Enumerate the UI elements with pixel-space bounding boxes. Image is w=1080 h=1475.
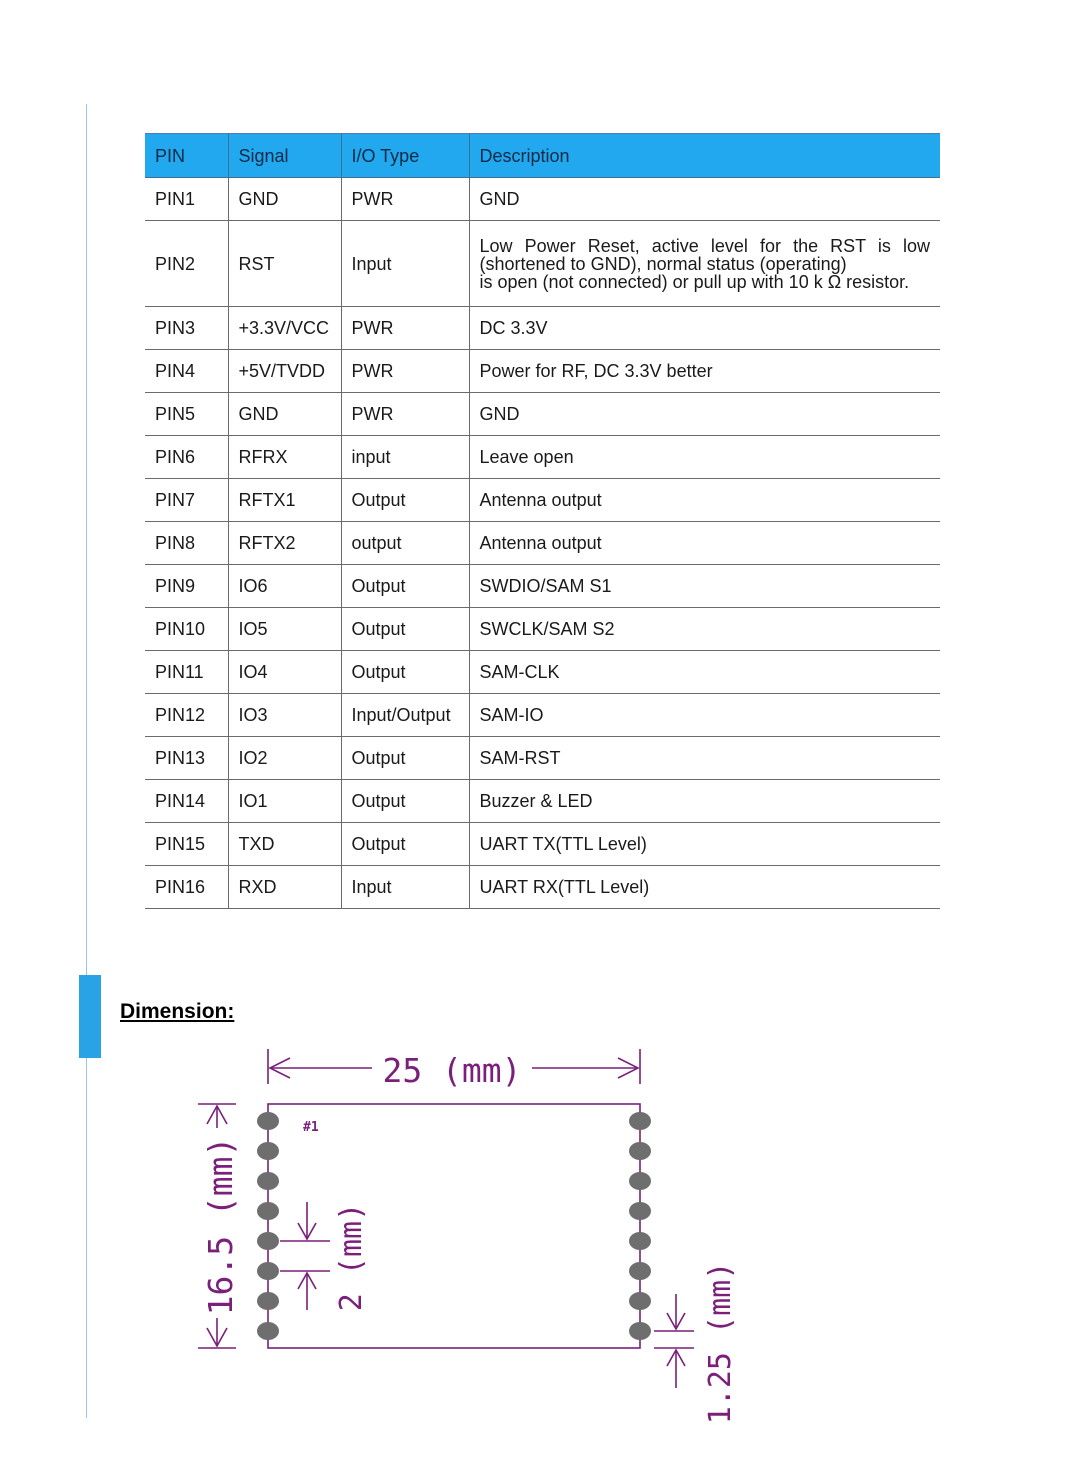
module-outline: [268, 1104, 640, 1348]
pin-cell: PIN6: [145, 436, 228, 479]
castellated-pad: [629, 1202, 651, 1220]
description-cell: Leave open: [469, 436, 940, 479]
signal-cell: +5V/TVDD: [228, 350, 341, 393]
pin-cell: PIN14: [145, 780, 228, 823]
description-cell: SWDIO/SAM S1: [469, 565, 940, 608]
signal-cell: +3.3V/VCC: [228, 307, 341, 350]
signal-cell: RFRX: [228, 436, 341, 479]
description-cell: Power for RF, DC 3.3V better: [469, 350, 940, 393]
description-cell: SAM-RST: [469, 737, 940, 780]
io-type-cell: input: [341, 436, 469, 479]
description-line: (shortened to GND), normal status (operating): [479, 253, 847, 274]
io-type-cell: Output: [341, 651, 469, 694]
io-type-cell: Input: [341, 221, 469, 307]
description-line: Low Power Reset, active level for the RST is low: [479, 235, 930, 256]
io-type-cell: Output: [341, 823, 469, 866]
castellated-pad: [257, 1112, 279, 1130]
description-cell: DC 3.3V: [469, 307, 940, 350]
description-cell: Antenna output: [469, 522, 940, 565]
castellated-pad: [257, 1322, 279, 1340]
description-cell: UART RX(TTL Level): [469, 866, 940, 909]
signal-cell: IO4: [228, 651, 341, 694]
castellated-pad: [257, 1202, 279, 1220]
signal-cell: GND: [228, 393, 341, 436]
castellated-pad: [629, 1262, 651, 1280]
pin-cell: PIN7: [145, 479, 228, 522]
pin-cell: PIN11: [145, 651, 228, 694]
signal-cell: RST: [228, 221, 341, 307]
pin-cell: PIN1: [145, 178, 228, 221]
pin-cell: PIN3: [145, 307, 228, 350]
header-io-type: I/O Type: [341, 134, 469, 178]
signal-cell: GND: [228, 178, 341, 221]
signal-cell: IO1: [228, 780, 341, 823]
castellated-pad: [629, 1292, 651, 1310]
description-cell: GND: [469, 393, 940, 436]
description-cell: Buzzer & LED: [469, 780, 940, 823]
pin1-marker: #1: [303, 1120, 319, 1135]
io-type-cell: PWR: [341, 307, 469, 350]
io-type-cell: PWR: [341, 393, 469, 436]
width-dimension-label: 25 (mm): [382, 1051, 522, 1090]
description-cell: SAM-IO: [469, 694, 940, 737]
castellated-pad: [257, 1292, 279, 1310]
castellated-pad: [629, 1232, 651, 1250]
castellated-pad: [257, 1172, 279, 1190]
castellated-pad: [257, 1232, 279, 1250]
io-type-cell: Input: [341, 866, 469, 909]
io-type-cell: output: [341, 522, 469, 565]
io-type-cell: Output: [341, 780, 469, 823]
signal-cell: IO3: [228, 694, 341, 737]
pin-cell: PIN8: [145, 522, 228, 565]
castellated-pad: [629, 1172, 651, 1190]
io-type-cell: Output: [341, 608, 469, 651]
signal-cell: IO5: [228, 608, 341, 651]
signal-cell: IO6: [228, 565, 341, 608]
io-type-cell: Output: [341, 737, 469, 780]
pin-cell: PIN10: [145, 608, 228, 651]
io-type-cell: Output: [341, 565, 469, 608]
pin-cell: PIN15: [145, 823, 228, 866]
description-line: is open (not connected) or pull up with 10 k Ω resistor.: [479, 271, 910, 292]
height-dimension-label: 16.5 (mm): [201, 1136, 240, 1316]
description-cell: SAM-CLK: [469, 651, 940, 694]
pin-cell: PIN12: [145, 694, 228, 737]
offset-dimension-label: 1.25 (mm): [703, 1261, 738, 1425]
castellated-pad: [257, 1262, 279, 1280]
pin-cell: PIN2: [145, 221, 228, 307]
pin-cell: PIN9: [145, 565, 228, 608]
io-type-cell: PWR: [341, 178, 469, 221]
castellated-pad: [629, 1142, 651, 1160]
signal-cell: TXD: [228, 823, 341, 866]
header-pin: PIN: [145, 134, 228, 178]
pin-cell: PIN13: [145, 737, 228, 780]
castellated-pad: [629, 1112, 651, 1130]
description-cell: SWCLK/SAM S2: [469, 608, 940, 651]
pin-cell: PIN4: [145, 350, 228, 393]
castellated-pad: [629, 1322, 651, 1340]
header-description: Description: [469, 134, 940, 178]
pin-cell: PIN5: [145, 393, 228, 436]
signal-cell: IO2: [228, 737, 341, 780]
castellated-pad: [257, 1142, 279, 1160]
io-type-cell: Output: [341, 479, 469, 522]
io-type-cell: Input/Output: [341, 694, 469, 737]
io-type-cell: PWR: [341, 350, 469, 393]
header-signal: Signal: [228, 134, 341, 178]
signal-cell: RFTX2: [228, 522, 341, 565]
pitch-dimension-label: 2 (mm): [334, 1202, 369, 1312]
description-cell: Antenna output: [469, 479, 940, 522]
description-cell: UART TX(TTL Level): [469, 823, 940, 866]
dimension-heading: Dimension:: [120, 1000, 235, 1023]
signal-cell: RFTX1: [228, 479, 341, 522]
signal-cell: RXD: [228, 866, 341, 909]
description-cell: GND: [469, 178, 940, 221]
pin-cell: PIN16: [145, 866, 228, 909]
